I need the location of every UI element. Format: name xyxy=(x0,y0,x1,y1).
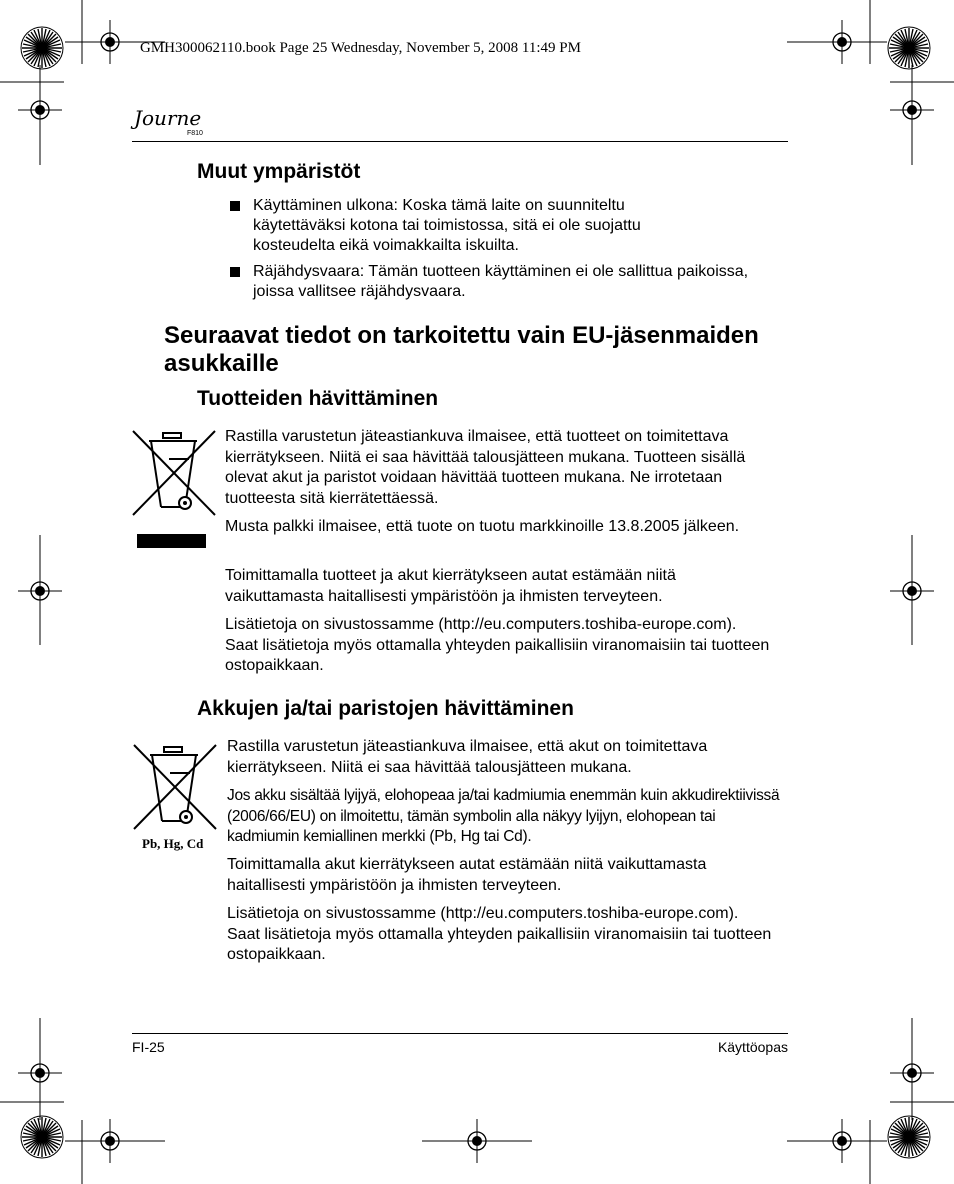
paragraph: Musta palkki ilmaisee, että tuote on tuotu markkinoille 13.8.2005 jälkeen. xyxy=(225,518,740,535)
page-title: Seuraavat tiedot on tarkoitettu vain EU-jäsenmaiden asukkaille xyxy=(164,322,759,377)
model-label: F810 xyxy=(187,130,203,137)
starburst-mark-icon xyxy=(21,27,63,69)
paragraph: Rastilla varustetun jäteastiankuva ilmaisee, että tuotteet on toimitettava kierrätykseen. Niitä ei saa hävittää talousjätteen mukana. Tuotteen sisällä olevat akut ja paristot voidaan hävittää tuotteen mukana. Ne irrotetaan tuotteesta sitä kierrätettäessä. xyxy=(225,428,746,507)
bullet-square-icon xyxy=(230,267,240,277)
starburst-mark-icon xyxy=(21,1116,63,1158)
starburst-mark-icon xyxy=(888,27,930,69)
crossed-out-bin-icon xyxy=(132,743,218,833)
bullet-square-icon xyxy=(230,201,240,211)
bullet-text: Käyttäminen ulkona: Koska tämä laite on suunniteltu käytettäväksi kotona tai toimistossa, sitä ei ole suojattu kosteudelta eikä voimakkailta iskuilta. xyxy=(253,197,641,254)
paragraph: Jos akku sisältää lyijyä, elohopeaa ja/tai kadmiumia enemmän kuin akkudirektiivissä (2006/66/EU) on ilmoitettu, tämän symbolin alla näkyy lyijyn, elohopean tai kadmiumin kemiallinen merkki (Pb, Hg tai Cd). xyxy=(227,787,780,845)
paragraph: Rastilla varustetun jäteastiankuva ilmaisee, että akut on toimitettava kierrätykseen. Niitä ei saa hävittää talousjätteen mukana. xyxy=(227,738,708,776)
page-number: FI-25 xyxy=(132,1039,165,1055)
chemical-symbols-label: Pb, Hg, Cd xyxy=(142,836,204,851)
paragraph: Lisätietoja on sivustossamme (http://eu.computers.toshiba-europe.com). Saat lisätietoja myös ottamalla yhteyden paikallisiin viranomaisiin tai tuotteen ostopaikkaan. xyxy=(225,616,770,674)
section-heading-battery-disposal: Akkujen ja/tai paristojen hävittäminen xyxy=(197,697,574,720)
section-heading-environments: Muut ympäristöt xyxy=(197,160,361,183)
paragraph: Toimittamalla tuotteet ja akut kierrätykseen autat estämään niitä vaikuttamasta haitallisesti ympäristöön ja ihmisten terveyteen. xyxy=(225,567,676,605)
footer-title: Käyttöopas xyxy=(717,1039,788,1055)
starburst-mark-icon xyxy=(888,1116,930,1158)
section-heading-product-disposal: Tuotteiden hävittäminen xyxy=(197,387,439,410)
print-slug: GMH300062110.book Page 25 Wednesday, November 5, 2008 11:49 PM xyxy=(140,40,581,56)
crossed-out-bin-icon xyxy=(131,429,217,519)
black-bar-marker xyxy=(137,534,206,548)
footer-rule xyxy=(132,1033,788,1034)
header-rule xyxy=(132,141,788,142)
paragraph: Toimittamalla akut kierrätykseen autat estämään niitä vaikuttamasta haitallisesti ympäristöön ja ihmisten terveyteen. xyxy=(227,856,707,894)
bullet-text: Räjähdysvaara: Tämän tuotteen käyttäminen ei ole sallittua paikoissa, joissa vallitsee räjähdysvaara. xyxy=(253,263,749,300)
journe-logo: Journe xyxy=(134,106,202,130)
paragraph: Lisätietoja on sivustossamme (http://eu.computers.toshiba-europe.com). Saat lisätietoja myös ottamalla yhteyden paikallisiin viranomaisiin tai tuotteen ostopaikkaan. xyxy=(227,905,772,963)
